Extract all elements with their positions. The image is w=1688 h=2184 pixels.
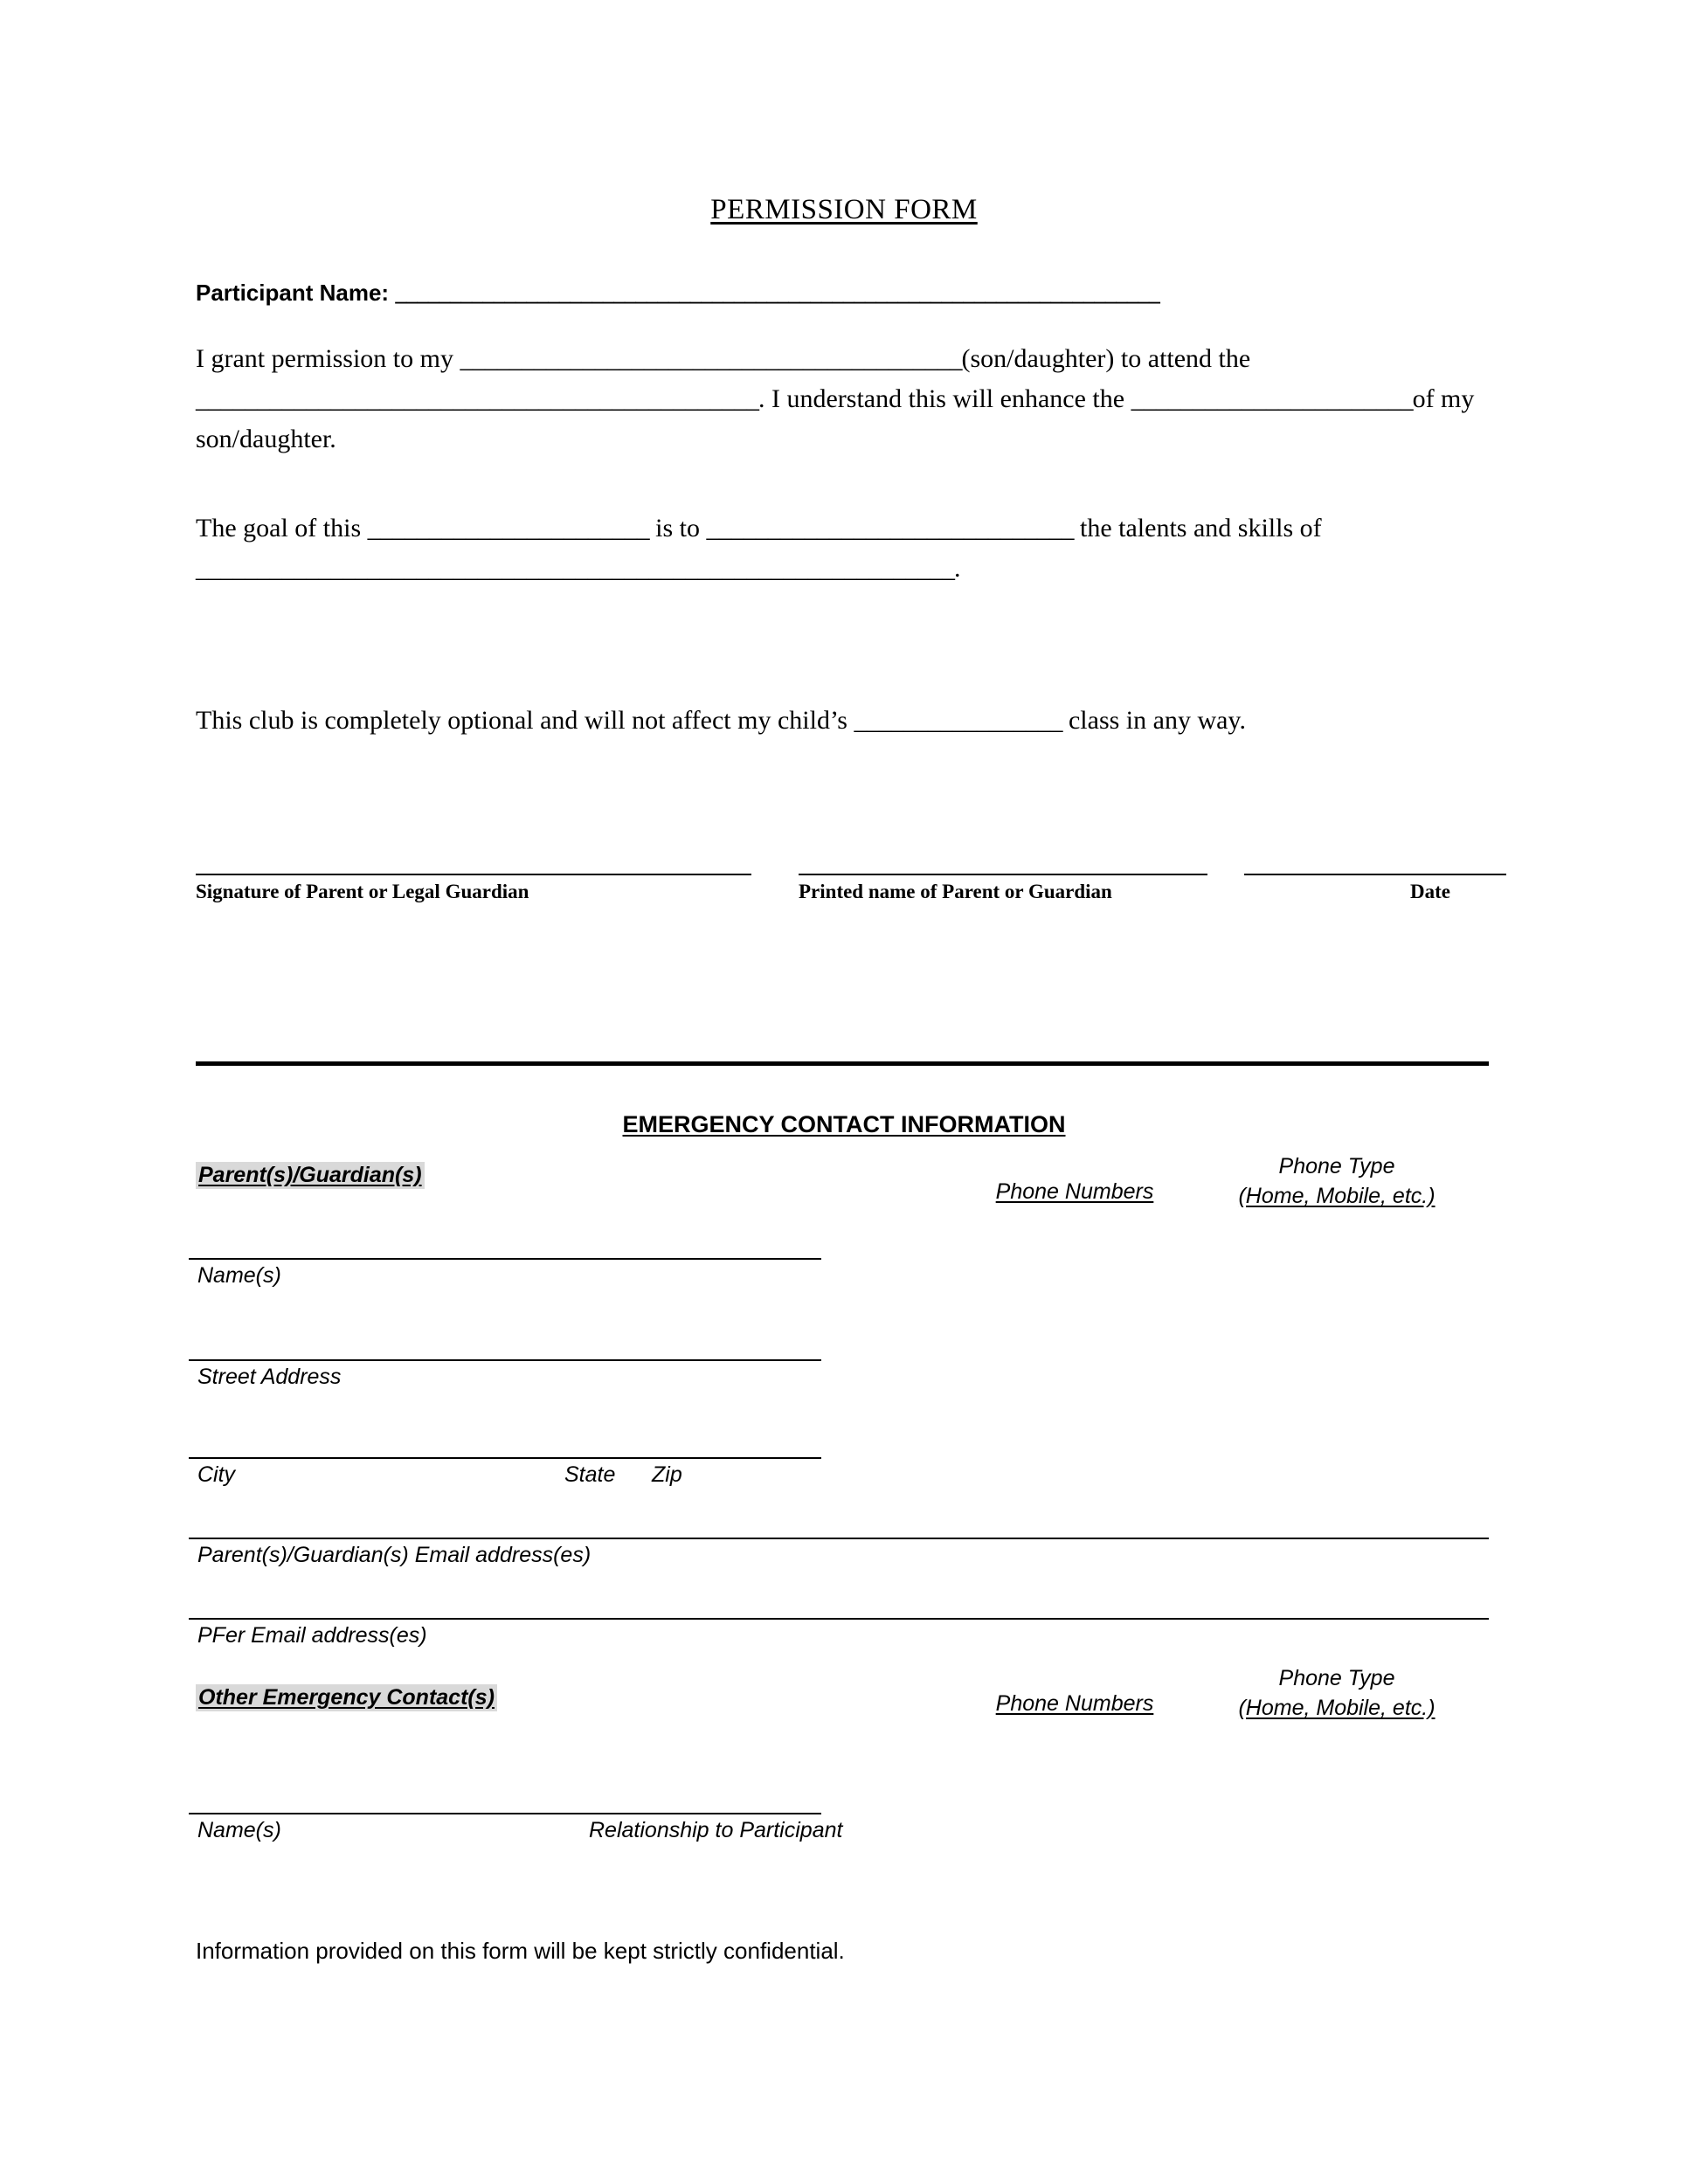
permission-text-1: I grant permission to my [196,344,460,373]
section-divider [196,1061,1489,1066]
goal-blank-2[interactable]: ______________________________ [706,514,1074,543]
goal-text-2: is to [648,514,707,543]
street-address-input-line[interactable] [189,1359,821,1361]
guardian-email-input-line[interactable] [189,1538,1489,1539]
goal-paragraph [196,508,1480,589]
pfer-email-input-line[interactable] [189,1618,1489,1620]
confidentiality-note: Information provided on this form will be kept strictly confidential. [196,1938,845,1964]
phone-type-heading-other [1219,1663,1455,1723]
emergency-section-title-text: EMERGENCY CONTACT INFORMATION [622,1111,1066,1137]
phone-type-heading-other-line2: (Home, Mobile, etc.) [1238,1696,1435,1720]
guardian-email-label: Parent(s)/Guardian(s) Email address(es) [197,1543,591,1567]
phone-numbers-heading-other-text: Phone Numbers [995,1691,1154,1716]
goal-text-3: the talents and [1073,514,1232,543]
participant-name-label: Participant Name: [196,280,390,306]
permission-text-4: of my son/daughter. [196,384,1475,453]
date-line[interactable] [1244,874,1506,875]
permission-blank-1[interactable]: _________________________________________ [460,344,962,373]
guardian-section-heading: Parent(s)/Guardian(s) [196,1162,425,1189]
pfer-email-label: PFer Email address(es) [197,1623,427,1648]
optional-text-2: class in any way. [1062,706,1246,735]
relationship-label: Relationship to Participant [589,1818,843,1842]
names-input-line[interactable] [189,1258,821,1260]
signature-caption: Signature of Parent or Legal Guardian [196,881,529,902]
signature-block [196,874,1480,926]
page-title [0,194,1688,226]
phone-numbers-heading-guardian [979,1179,1171,1205]
emergency-section-title [0,1111,1688,1138]
state-label: State [564,1462,616,1487]
goal-blank-1[interactable]: _______________________ [367,514,649,543]
names-label: Name(s) [197,1263,281,1288]
phone-type-heading-other-line1: Phone Type [1278,1666,1395,1690]
goal-blank-3[interactable]: ______________________________________________________________ [196,554,954,583]
other-contact-input-line[interactable] [189,1813,821,1814]
optional-club-paragraph [196,701,1524,741]
goal-text-4: skills of [1237,514,1322,543]
page-title-text: PERMISSION FORM [710,194,978,225]
permission-paragraph [196,339,1480,460]
city-label: City [197,1462,236,1487]
participant-name-row [196,280,1436,307]
permission-blank-3[interactable]: _______________________ [1131,384,1413,413]
goal-text-5: . [954,554,961,583]
zip-label: Zip [652,1462,682,1487]
phone-type-heading-guardian-line2: (Home, Mobile, etc.) [1238,1184,1435,1208]
phone-numbers-heading-guardian-text: Phone Numbers [995,1179,1154,1204]
date-caption: Date [1410,881,1450,902]
participant-name-blank[interactable]: ______________________________________________________________________ [395,280,1160,306]
signature-line[interactable] [196,874,751,875]
city-state-zip-input-line[interactable] [189,1457,821,1459]
printed-name-line[interactable] [799,874,1207,875]
phone-type-heading-guardian [1219,1151,1455,1211]
phone-type-heading-guardian-line1: Phone Type [1278,1154,1395,1178]
street-address-label: Street Address [197,1365,342,1389]
printed-name-caption: Printed name of Parent or Guardian [799,881,1112,902]
permission-blank-2[interactable]: ______________________________________________ [196,384,758,413]
other-names-label: Name(s) [197,1818,281,1842]
permission-text-3: . I understand this will enhance the [758,384,1125,413]
goal-text-1: The goal of this [196,514,368,543]
permission-text-2: (son/daughter) to attend the [961,344,1251,373]
optional-blank[interactable]: _________________ [854,706,1062,735]
phone-numbers-heading-other [979,1691,1171,1717]
other-contacts-heading: Other Emergency Contact(s) [196,1684,497,1711]
optional-text-1: This club is completely optional and will not affect my child’s [196,706,854,735]
